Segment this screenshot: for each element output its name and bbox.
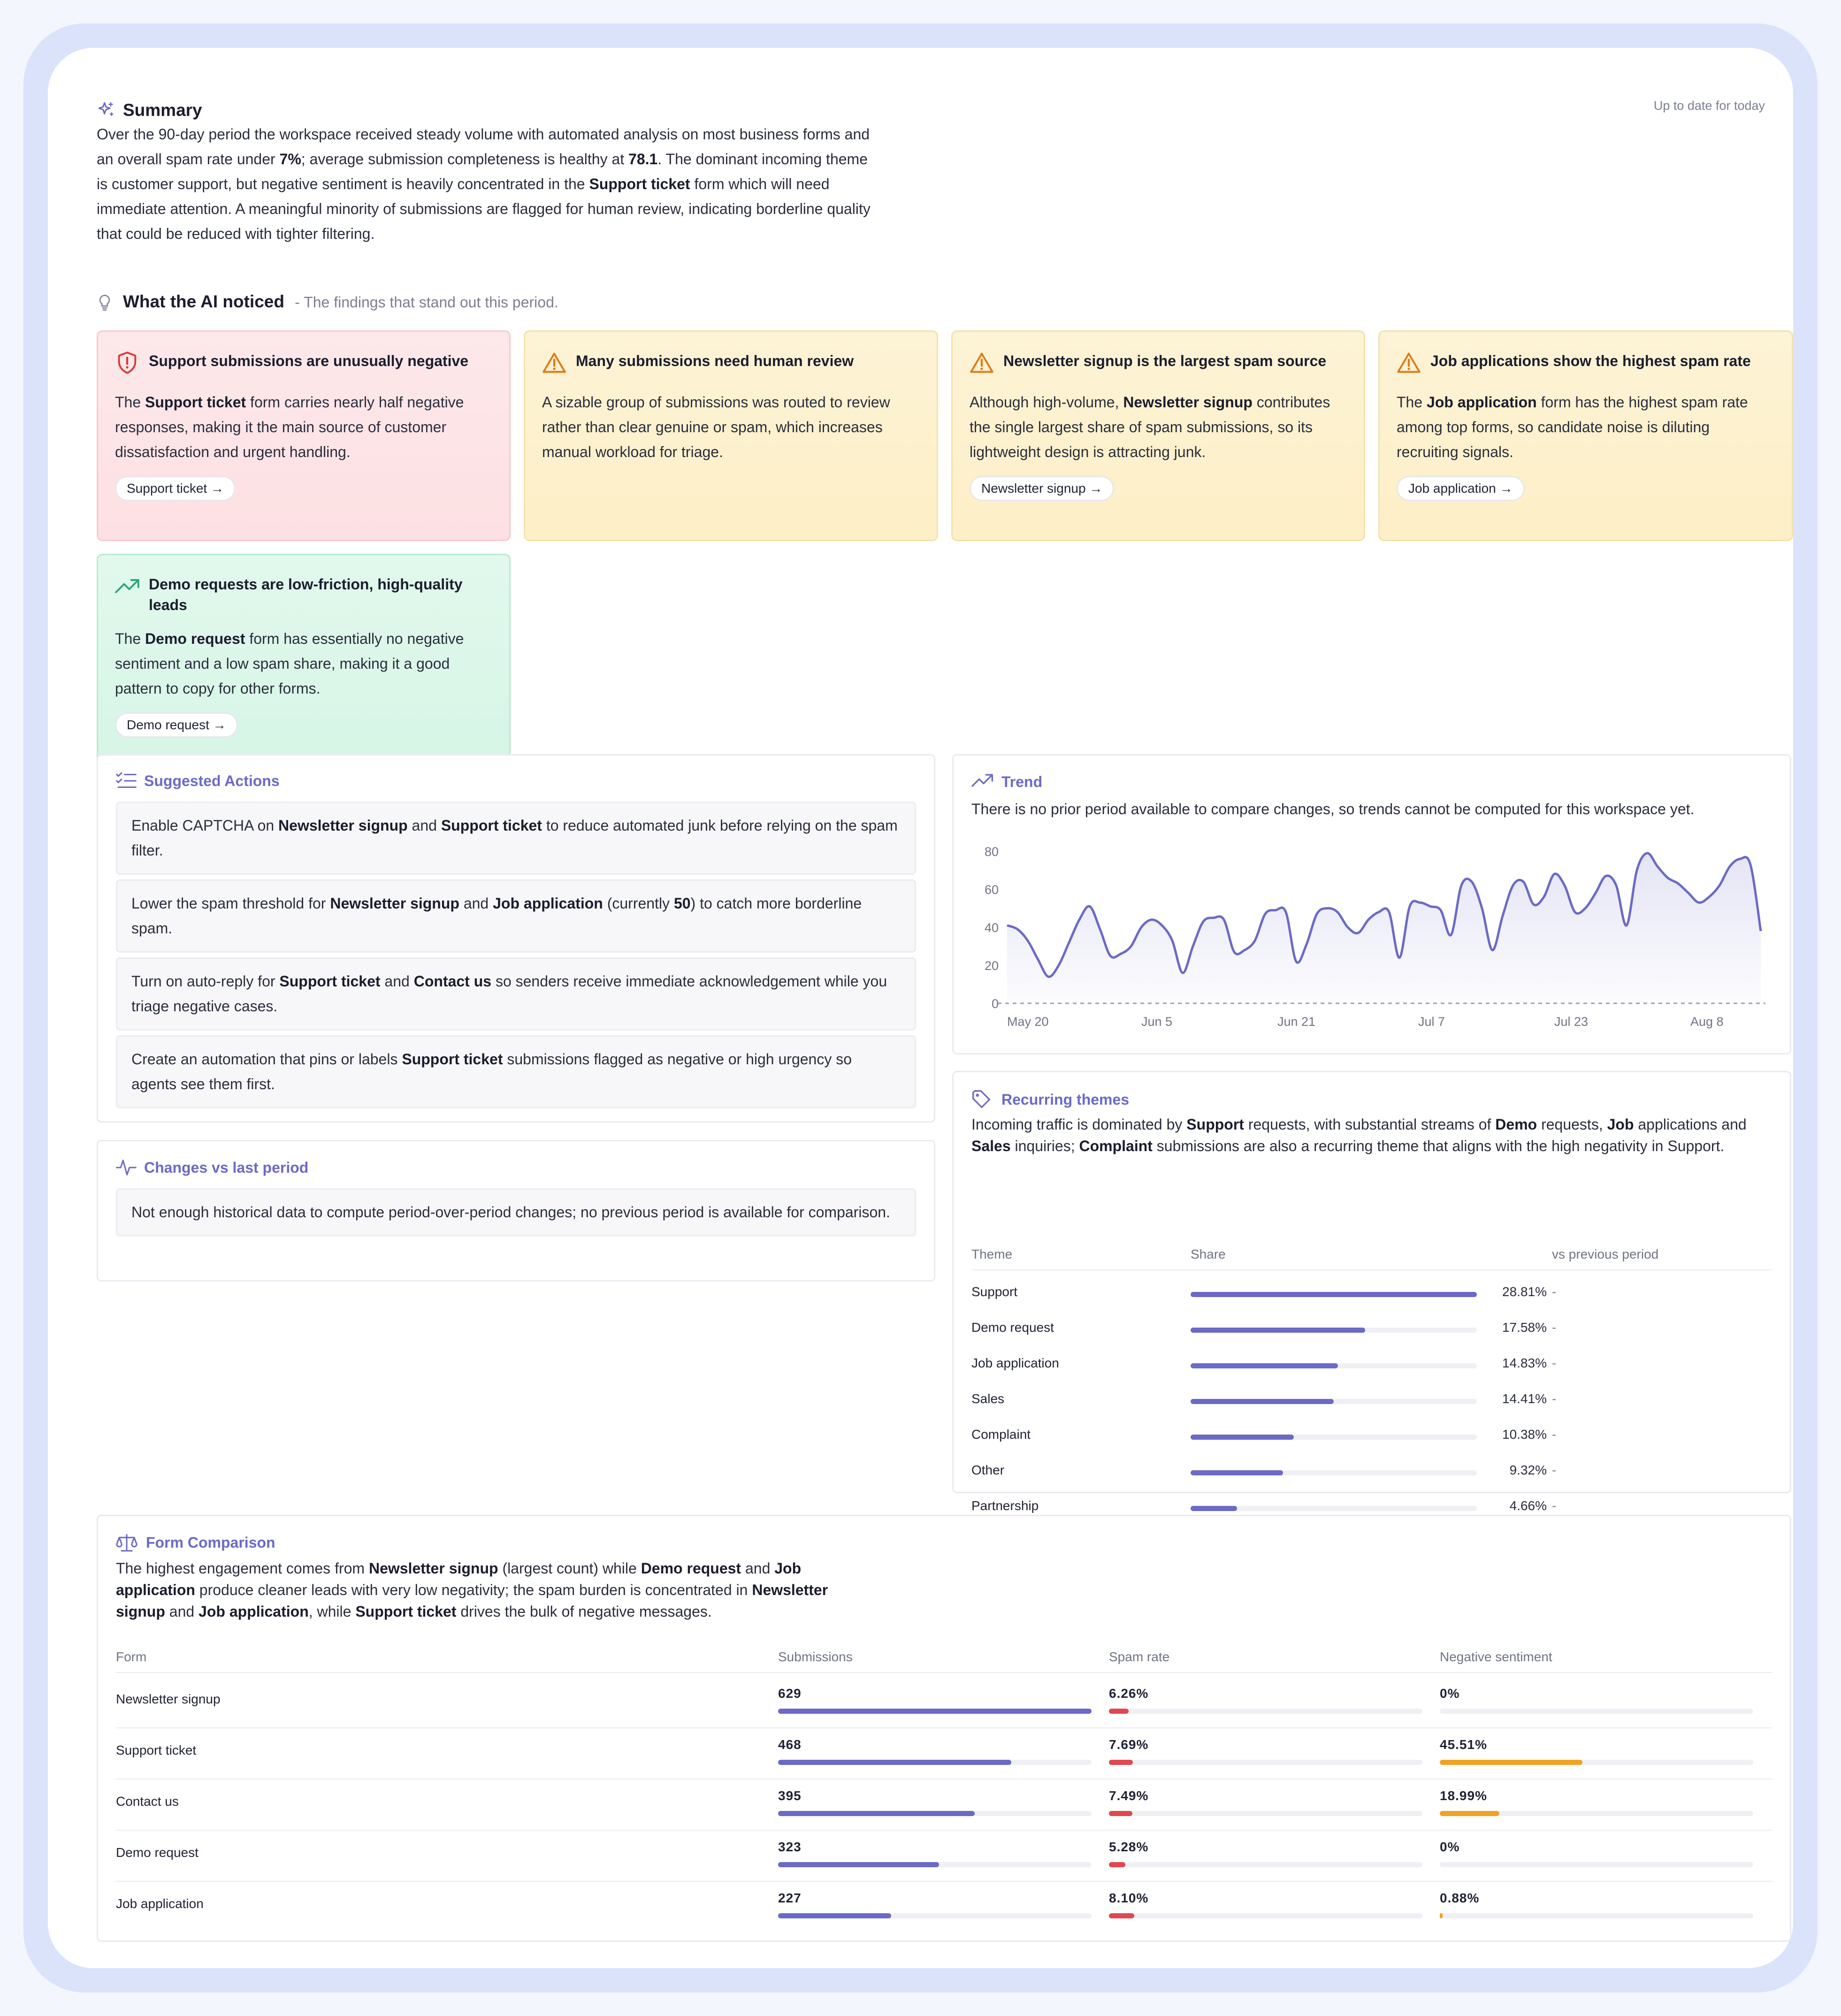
negative-sentiment-bar: [1440, 1811, 1499, 1816]
insight-card-link[interactable]: Job application →: [1397, 476, 1525, 501]
negative-sentiment-bar: [1440, 1760, 1582, 1765]
submissions-value: 468: [778, 1737, 802, 1752]
theme-share-track: [1191, 1292, 1477, 1297]
spam-rate-value: 7.49%: [1109, 1788, 1149, 1803]
insights-page: [48, 48, 1793, 1968]
theme-share-track: [1191, 1470, 1477, 1475]
insight-card-body: The Support ticket form carries nearly half negative responses, making it the main source of customer dissatisfaction and urgent handling.: [115, 394, 464, 460]
themes-col-theme: Theme: [971, 1247, 1013, 1261]
spam-rate-track: [1109, 1862, 1422, 1867]
summary-text: Over the 90-day period the workspace received steady volume with automated analysis on most business forms and an overall spam rate under 7%; average submission completeness is healthy at 78.1. The dominant incoming theme is customer support, but negative sentiment is heavily concentrated in the Support ticket form which will need immediate attention. A meaningful minority of submissions are flagged for human review, indicating borderline quality that could be reduced with tighter filtering.: [97, 126, 871, 242]
theme-share-bar: [1191, 1399, 1334, 1404]
changes-title: Changes vs last period: [144, 1159, 309, 1176]
ai-noticed-subtitle: - The findings that stand out this period.: [295, 294, 558, 311]
submissions-bar: [778, 1709, 1092, 1714]
x-tick-label: Aug 8: [1690, 1015, 1724, 1029]
x-tick-label: Jul 7: [1418, 1015, 1445, 1029]
spam-rate-track: [1109, 1811, 1422, 1816]
negative-sentiment-track: [1440, 1913, 1753, 1918]
submissions-bar: [778, 1760, 1011, 1765]
spam-rate-value: 6.26%: [1109, 1686, 1149, 1701]
suggested-action-item[interactable]: Turn on auto-reply for Support ticket and Contact us so senders receive immediate acknowledgement while you triage negative cases.: [116, 957, 916, 1031]
negative-sentiment-bar: [1440, 1913, 1443, 1918]
themes-title: Recurring themes: [1001, 1091, 1130, 1108]
form-name: Contact us: [116, 1794, 179, 1809]
spam-rate-track: [1109, 1709, 1422, 1714]
checklist-icon: [116, 771, 137, 790]
trend-chart: [954, 831, 1790, 1029]
spam-rate-bar: [1109, 1709, 1129, 1714]
spam-rate-track: [1109, 1913, 1422, 1918]
summary-title: Summary: [123, 100, 202, 120]
changes-message: Not enough historical data to compute period-over-period changes; no previous period is available for comparison.: [116, 1188, 916, 1237]
insight-card-title: Newsletter signup is the largest spam source: [970, 351, 1347, 371]
spam-rate-bar: [1109, 1760, 1133, 1765]
theme-name: Partnership: [971, 1498, 1039, 1513]
theme-name: Support: [971, 1284, 1018, 1299]
y-tick-label: 20: [984, 959, 999, 973]
theme-share-value: 9.32%: [1509, 1463, 1547, 1477]
theme-share-value: 28.81%: [1502, 1284, 1547, 1299]
negative-sentiment-track: [1440, 1811, 1753, 1816]
theme-vs-previous: -: [1552, 1463, 1557, 1477]
theme-share-bar: [1191, 1506, 1237, 1511]
theme-share-value: 14.83%: [1502, 1356, 1547, 1370]
outer-frame: [23, 23, 1818, 1993]
theme-name: Demo request: [971, 1320, 1054, 1335]
theme-name: Sales: [971, 1391, 1005, 1406]
theme-share-track: [1191, 1435, 1477, 1440]
theme-share-value: 17.58%: [1502, 1320, 1547, 1335]
trend-area: [1007, 853, 1761, 1003]
insight-card-link[interactable]: Newsletter signup →: [970, 476, 1114, 501]
form-name: Job application: [116, 1896, 204, 1911]
warning-icon: [542, 351, 566, 375]
negative-sentiment-value: 0.88%: [1440, 1891, 1480, 1905]
warning-icon: [1397, 351, 1421, 375]
theme-vs-previous: -: [1552, 1320, 1557, 1335]
sync-status: Up to date for today: [1653, 99, 1765, 113]
negative-sentiment-value: 0%: [1440, 1840, 1460, 1854]
submissions-bar: [778, 1811, 975, 1816]
x-tick-label: Jun 21: [1277, 1015, 1316, 1029]
insight-card: [97, 330, 511, 541]
forms-col-negative: Negative sentiment: [1440, 1649, 1552, 1664]
y-tick-label: 80: [984, 845, 999, 859]
theme-share-value: 14.41%: [1502, 1391, 1547, 1406]
negative-sentiment-value: 45.51%: [1440, 1737, 1487, 1752]
insight-card-title: Demo requests are low-friction, high-quality leads: [115, 574, 492, 615]
theme-share-track: [1191, 1506, 1477, 1511]
sparkles-icon: [97, 100, 115, 119]
theme-vs-previous: -: [1552, 1427, 1557, 1442]
insight-card-link[interactable]: Support ticket →: [115, 476, 236, 501]
insight-card-body: Although high-volume, Newsletter signup contributes the single largest share of spam submissions, so its lightweight design is attracting junk.: [970, 394, 1330, 460]
trending-up-icon: [115, 574, 139, 598]
changes-panel: [97, 1140, 935, 1282]
theme-share-bar: [1191, 1328, 1365, 1333]
x-tick-label: Jun 5: [1141, 1015, 1173, 1029]
theme-share-bar: [1191, 1363, 1338, 1368]
theme-share-track: [1191, 1399, 1477, 1404]
form-comparison-text: The highest engagement comes from Newsletter signup (largest count) while Demo request and Job application produce cleaner leads with very low negativity; the spam burden is concentrated in Newsletter signup and Job application, while Support ticket drives the bulk of negative messages.: [116, 1560, 828, 1620]
insight-card: [1378, 330, 1793, 541]
suggested-actions-panel: [97, 754, 935, 1123]
x-tick-label: May 20: [1007, 1015, 1049, 1029]
insight-card-body: The Job application form has the highest spam rate among top forms, so candidate noise is diluting recruiting signals.: [1397, 394, 1748, 460]
trending-up-icon: [971, 771, 994, 790]
suggested-action-item[interactable]: Enable CAPTCHA on Newsletter signup and Support ticket to reduce automated junk before relying on the spam filter.: [116, 802, 916, 875]
theme-vs-previous: -: [1552, 1391, 1557, 1406]
y-tick-label: 0: [991, 997, 999, 1011]
spam-rate-bar: [1109, 1811, 1132, 1816]
insight-card: [97, 554, 511, 764]
negative-sentiment-value: 18.99%: [1440, 1788, 1487, 1803]
submissions-value: 227: [778, 1891, 802, 1905]
trend-title: Trend: [1001, 773, 1043, 790]
themes-col-vs: vs previous period: [1552, 1247, 1659, 1261]
x-tick-label: Jul 23: [1554, 1015, 1589, 1029]
submissions-track: [778, 1913, 1092, 1918]
theme-share-bar: [1191, 1292, 1477, 1297]
ai-noticed-heading: [123, 292, 558, 312]
spam-rate-track: [1109, 1760, 1422, 1765]
insight-card-title: Many submissions need human review: [542, 351, 920, 371]
theme-share-value: 10.38%: [1502, 1427, 1547, 1442]
submissions-value: 395: [778, 1788, 802, 1803]
negative-sentiment-value: 0%: [1440, 1686, 1460, 1701]
negative-sentiment-track: [1440, 1862, 1753, 1867]
suggested-action-item[interactable]: Lower the spam threshold for Newsletter signup and Job application (currently 50) to catch more borderline spam.: [116, 879, 916, 953]
theme-vs-previous: -: [1552, 1284, 1557, 1299]
forms-col-spam: Spam rate: [1109, 1649, 1170, 1664]
insight-card: [524, 330, 938, 541]
submissions-track: [778, 1760, 1092, 1765]
theme-share-bar: [1191, 1470, 1283, 1475]
themes-panel: [952, 1071, 1791, 1513]
spam-rate-value: 8.10%: [1109, 1891, 1149, 1905]
insight-card-link[interactable]: Demo request →: [115, 712, 238, 738]
row-divider: [116, 1830, 1772, 1831]
trend-message: There is no prior period available to compare changes, so trends cannot be computed for this workspace yet.: [971, 801, 1695, 817]
form-name: Support ticket: [116, 1743, 197, 1757]
theme-share-value: 4.66%: [1509, 1498, 1547, 1513]
themes-col-share: Share: [1191, 1247, 1226, 1261]
spam-rate-bar: [1109, 1862, 1125, 1867]
scale-icon: [116, 1532, 138, 1553]
submissions-bar: [778, 1913, 891, 1918]
negative-sentiment-track: [1440, 1760, 1753, 1765]
shield-alert-icon: [115, 351, 139, 375]
forms-col-form: Form: [116, 1649, 147, 1664]
form-comparison-title: Form Comparison: [146, 1534, 275, 1551]
warning-icon: [970, 351, 994, 375]
form-comparison-panel: [97, 1515, 1791, 1942]
spam-rate-bar: [1109, 1913, 1134, 1918]
row-divider: [116, 1881, 1772, 1882]
submissions-track: [778, 1862, 1092, 1867]
spam-rate-value: 5.28%: [1109, 1840, 1149, 1854]
forms-col-submissions: Submissions: [778, 1649, 853, 1664]
submissions-track: [778, 1811, 1092, 1816]
ai-noticed-title: What the AI noticed: [123, 292, 284, 311]
y-tick-label: 40: [984, 921, 999, 935]
theme-name: Job application: [971, 1356, 1059, 1370]
activity-icon: [116, 1158, 137, 1177]
theme-share-bar: [1191, 1435, 1294, 1440]
form-name: Newsletter signup: [116, 1692, 221, 1706]
lightbulb-icon: [97, 294, 113, 312]
theme-share-track: [1191, 1363, 1477, 1368]
theme-name: Other: [971, 1463, 1005, 1477]
theme-share-track: [1191, 1328, 1477, 1333]
trend-panel: [952, 754, 1791, 1054]
row-divider: [116, 1727, 1772, 1728]
theme-vs-previous: -: [1552, 1356, 1557, 1370]
tag-icon: [971, 1089, 992, 1110]
submissions-track: [778, 1709, 1092, 1714]
themes-text: Incoming traffic is dominated by Support requests, with substantial streams of Demo requests, Job applications and Sales inquiries; Complaint submissions are also a recurring theme that aligns with the high negativity in Support.: [971, 1116, 1747, 1154]
theme-vs-previous: -: [1552, 1498, 1557, 1513]
suggested-actions-title: Suggested Actions: [144, 772, 280, 789]
y-tick-label: 60: [984, 883, 999, 897]
form-name: Demo request: [116, 1845, 199, 1860]
spam-rate-value: 7.69%: [1109, 1737, 1149, 1752]
submissions-bar: [778, 1862, 939, 1867]
submissions-value: 629: [778, 1686, 802, 1701]
theme-name: Complaint: [971, 1427, 1031, 1442]
insight-card: [951, 330, 1365, 541]
insight-card-body: The Demo request form has essentially no negative sentiment and a low spam share, making it a good pattern to copy for other forms.: [115, 630, 464, 697]
insight-card-title: Job applications show the highest spam rate: [1397, 351, 1775, 371]
insight-card-body: A sizable group of submissions was routed to review rather than clear genuine or spam, which increases manual workload for triage.: [542, 394, 890, 460]
negative-sentiment-track: [1440, 1709, 1753, 1714]
suggested-action-item[interactable]: Create an automation that pins or labels Support ticket submissions flagged as negative or high urgency so agents see them first.: [116, 1035, 916, 1108]
insight-card-title: Support submissions are unusually negative: [115, 351, 492, 371]
submissions-value: 323: [778, 1840, 802, 1854]
